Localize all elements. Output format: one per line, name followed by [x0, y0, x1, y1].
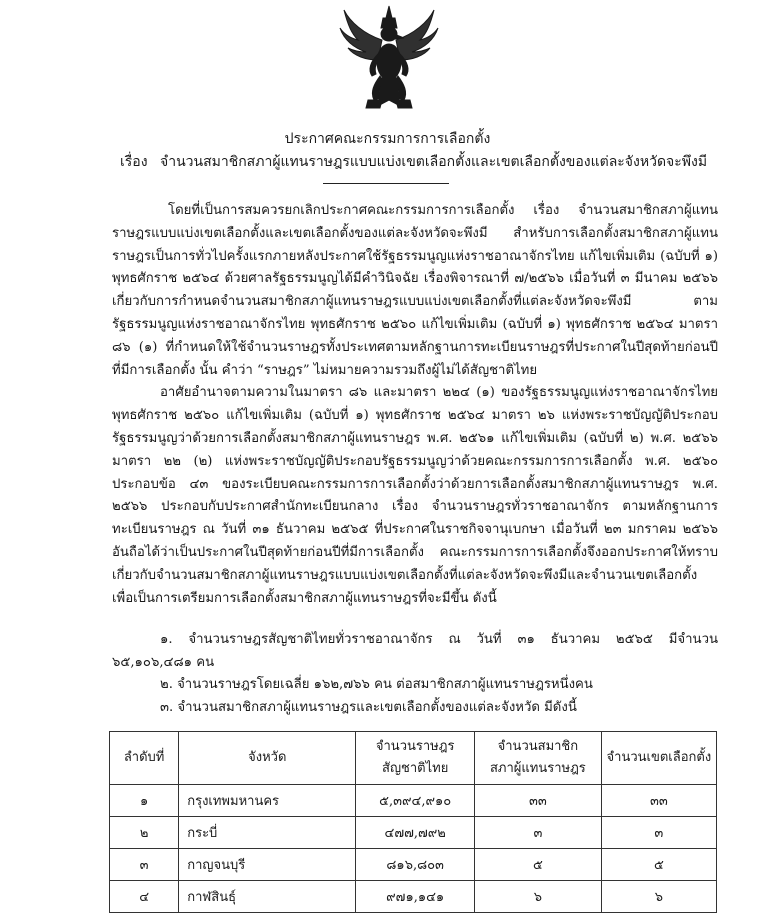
garuda-emblem-icon: [334, 4, 444, 112]
cell-province: กาญจนบุรี: [179, 849, 356, 881]
cell-population: ๘๑๖,๘๐๓: [356, 849, 475, 881]
header-members-line1: จำนวนสมาชิก: [497, 739, 579, 754]
cell-no: ๑: [110, 785, 179, 817]
header-population: [356, 732, 475, 785]
cell-members: ๖: [475, 881, 602, 913]
cell-members: ๓๓: [475, 785, 602, 817]
header-members-line2: สภาผู้แทนราษฎร: [489, 761, 586, 776]
cell-no: ๔: [110, 881, 179, 913]
header-districts: จำนวนเขตเลือกตั้ง: [601, 732, 716, 785]
paragraph: อาศัยอำนาจตามความในมาตรา ๘๖ และมาตรา ๒๒๔ (๑) ของรัฐธรรมนูญแห่งราชอาณาจักรไทย พุทธศักราช ๒๕๖๐ แก้ไขเพิ่มเติม (ฉบับที่ ๑) พุทธศักราช ๒๕๖๔ มาตรา ๒๖ แห่งพระราชบัญญัติประกอบรัฐธรรมนูญว่าด้วยการเลือกตั้งสมาชิกสภาผู้แทนราษฎร พ.ศ. ๒๕๖๑ แก้ไขเพิ่มเติม (ฉบับที่ ๒) พ.ศ. ๒๕๖๖ มาตรา ๒๒ (๒) แห่งพระราชบัญญัติประกอบรัฐธรรมนูญว่าด้วยคณะกรรมการการเลือกตั้ง พ.ศ. ๒๕๖๐ ประกอบข้อ ๔๓ ของระเบียบคณะกรรมการการเลือกตั้งว่าด้วยการเลือกตั้งสมาชิกสภาผู้แทนราษฎร พ.ศ. ๒๕๖๖ ประกอบกับประกาศสำนักทะเบียนกลาง เรื่อง จำนวนราษฎรทั่วราชอาณาจักร ตามหลักฐานการทะเบียนราษฎร ณ วันที่ ๓๑ ธันวาคม ๒๕๖๕ ที่ประกาศในราชกิจจานุเบกษา เมื่อวันที่ ๒๓ มกราคม ๒๕๖๖ อันถือได้ว่าเป็นประกาศในปีสุดท้ายก่อนปีที่มีการเลือกตั้ง คณะกรรมการการเลือกตั้งจึงออกประกาศให้ทราบเกี่ยวกับจำนวนสมาชิกสภาผู้แทนราษฎรแบบแบ่งเขตเลือกตั้งที่แต่ละจังหวัดจะพึงมีและจำนวนเขตเลือกตั้ง เพื่อเป็นการเตรียมการเลือกตั้งสมาชิกสภาผู้แทนราษฎรที่จะมีขึ้น ดังนี้: [112, 385, 718, 606]
document-body: [112, 200, 718, 610]
header-no: ลำดับที่: [110, 732, 179, 785]
cell-population: ๔๗๗,๗๙๒: [356, 817, 475, 849]
paragraph: โดยที่เป็นการสมควรยกเลิกประกาศคณะกรรมการการเลือกตั้ง เรื่อง จำนวนสมาชิกสภาผู้แทนราษฎรแบบแบ่งเขตเลือกตั้งและเขตเลือกตั้งของแต่ละจังหวัดจะพึงมี สำหรับการเลือกตั้งสมาชิกสภาผู้แทนราษฎรเป็นการทั่วไปครั้งแรกภายหลังประกาศใช้รัฐธรรมนูญแห่งราชอาณาจักรไทย แก้ไขเพิ่มเติม (ฉบับที่ ๑) พุทธศักราช ๒๕๖๔ ด้วยศาลรัฐธรรมนูญได้มีคำวินิจฉัย เรื่องพิจารณาที่ ๗/๒๕๖๖ เมื่อวันที่ ๓ มีนาคม ๒๕๖๖ เกี่ยวกับการกำหนดจำนวนสมาชิกสภาผู้แทนราษฎรแบบแบ่งเขตเลือกตั้งที่แต่ละจังหวัดจะพึงมี ตามรัฐธรรมนูญแห่งราชอาณาจักรไทย พุทธศักราช ๒๕๖๐ แก้ไขเพิ่มเติม (ฉบับที่ ๑) พุทธศักราช ๒๕๖๔ มาตรา ๘๖ (๑) ที่กำหนดให้ใช้จำนวนราษฎรทั้งประเทศตามหลักฐานการทะเบียนราษฎรที่ประกาศในปีสุดท้ายก่อนปีที่มีการเลือกตั้ง นั้น คำว่า “ราษฎร” ไม่หมายความรวมถึงผู้ไม่ได้สัญชาติไทย: [112, 203, 718, 378]
list-item: ๑. จำนวนราษฎรสัญชาติไทยทั่วราชอาณาจักร ณ วันที่ ๓๑ ธันวาคม ๒๕๖๕ มีจำนวน ๖๕,๑๐๖,๔๘๑ คน: [112, 632, 718, 670]
cell-province: กาฬสินธุ์: [179, 881, 356, 913]
announcement-title: ประกาศคณะกรรมการการเลือกตั้ง: [284, 131, 491, 147]
table-row: [110, 849, 717, 881]
cell-members: ๕: [475, 849, 602, 881]
table-row: [110, 881, 717, 913]
list-item: ๓. จำนวนสมาชิกสภาผู้แทนราษฎรและเขตเลือกตั้งของแต่ละจังหวัด มีดังนี้: [160, 699, 577, 715]
cell-districts: ๓๓: [601, 785, 716, 817]
announcement-subject: [120, 151, 720, 173]
cell-province: กระบี่: [179, 817, 356, 849]
title-divider: [323, 183, 449, 184]
header-members: [475, 732, 602, 785]
table-row: [110, 785, 717, 817]
cell-members: ๓: [475, 817, 602, 849]
cell-districts: ๕: [601, 849, 716, 881]
cell-no: ๒: [110, 817, 179, 849]
list-item: ๒. จำนวนราษฎรโดยเฉลี่ย ๑๖๒,๗๖๖ คน ต่อสมาชิกสภาผู้แทนราษฎรหนึ่งคน: [160, 677, 593, 693]
cell-province: กรุงเทพมหานคร: [179, 785, 356, 817]
subject-label: เรื่อง: [120, 154, 148, 170]
cell-districts: ๖: [601, 881, 716, 913]
cell-population: ๙๗๑,๑๔๑: [356, 881, 475, 913]
table-row: [110, 817, 717, 849]
province-table: [109, 731, 717, 913]
cell-no: ๓: [110, 849, 179, 881]
header-population-line1: จำนวนราษฎร: [375, 739, 455, 754]
header-population-line2: สัญชาติไทย: [382, 761, 449, 776]
cell-districts: ๓: [601, 817, 716, 849]
table-header-row: [110, 732, 717, 785]
subject-text: จำนวนสมาชิกสภาผู้แทนราษฎรแบบแบ่งเขตเลือกตั้งและเขตเลือกตั้งของแต่ละจังหวัดจะพึงมี: [160, 154, 708, 170]
header-province: จังหวัด: [179, 732, 356, 785]
item-list: [112, 629, 718, 719]
cell-population: ๕,๓๙๔,๙๑๐: [356, 785, 475, 817]
